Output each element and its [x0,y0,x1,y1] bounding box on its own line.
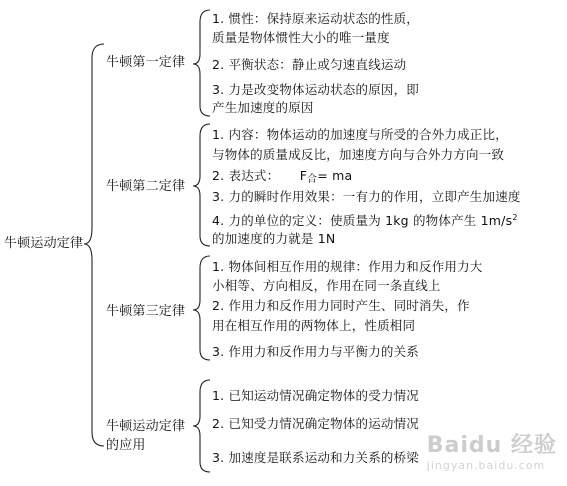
second-law-expression-label: 2. 表达式： [212,168,280,183]
application-item-1: 1. 已知运动情况确定物体的受力情况 [212,388,420,403]
first-law-item-3b: 产生加速度的原因 [212,100,314,115]
branch1-brace [193,10,210,116]
first-law-item-2: 2. 平衡状态：静止或匀速直线运动 [212,57,407,72]
branch-application-line2: 的应用 [106,438,146,453]
branch-third-law: 牛顿第三定律 [106,304,186,319]
branch-first-law: 牛顿第一定律 [106,55,186,70]
baidu-watermark [427,428,557,472]
first-law-item-1b: 质量是物体惯性大小的唯一量度 [212,30,390,45]
second-law-item-4b: 的加速度的力就是 1N [212,231,336,246]
watermark-site: jingyan.baidu.com [426,459,546,472]
application-item-3: 3. 加速度是联系运动和力关系的桥梁 [212,450,420,465]
formula-subscript: 合 [307,174,318,185]
second-law-item-1b: 与物体的质量成反比，加速度方向与合外力方向一致 [212,147,505,162]
second-law-item-2 [212,167,352,188]
formula-rest: = ma [317,168,353,183]
branch-second-law: 牛顿第二定律 [106,179,186,194]
third-law-item-1b: 小相等、方向相反，作用在同一条直线上 [212,278,441,293]
root-brace [84,44,104,446]
third-law-item-2a: 2. 作用力和反作用力同时产生、同时消失，作 [212,298,470,313]
third-law-item-1a: 1. 物体间相互作用的规律：作用力和反作用力大 [212,259,483,274]
branch4-brace [193,380,210,472]
second-law-item-4a [212,209,518,229]
branch2-brace [193,124,210,246]
application-item-2: 2. 已知受力情况确定物体的运动情况 [212,416,420,431]
root-title: 牛顿运动定律 [4,236,84,251]
branch3-brace [193,256,210,360]
first-law-item-1a: 1. 惯性：保持原来运动状态的性质， [212,11,420,26]
branch-application-line1: 牛顿运动定律 [106,419,186,434]
first-law-item-3a: 3. 力是改变物体运动状态的原因，即 [212,82,420,97]
unit-definition: 4. 力的单位的定义：使质量为 1kg 的物体产生 1m/s [212,213,513,228]
second-law-item-3: 3. 力的瞬时作用效果：一有力的作用，立即产生加速度 [212,189,521,204]
second-law-item-1a: 1. 内容：物体运动的加速度与所受的合外力成正比， [212,127,508,142]
unit-superscript: 2 [512,213,518,222]
third-law-item-3: 3. 作用力和反作用力与平衡力的关系 [212,344,420,359]
watermark-brand: Baidu 经验 [426,433,557,458]
third-law-item-2b: 用在相互作用的两物体上，性质相同 [212,318,416,333]
formula-force: F [299,168,308,183]
